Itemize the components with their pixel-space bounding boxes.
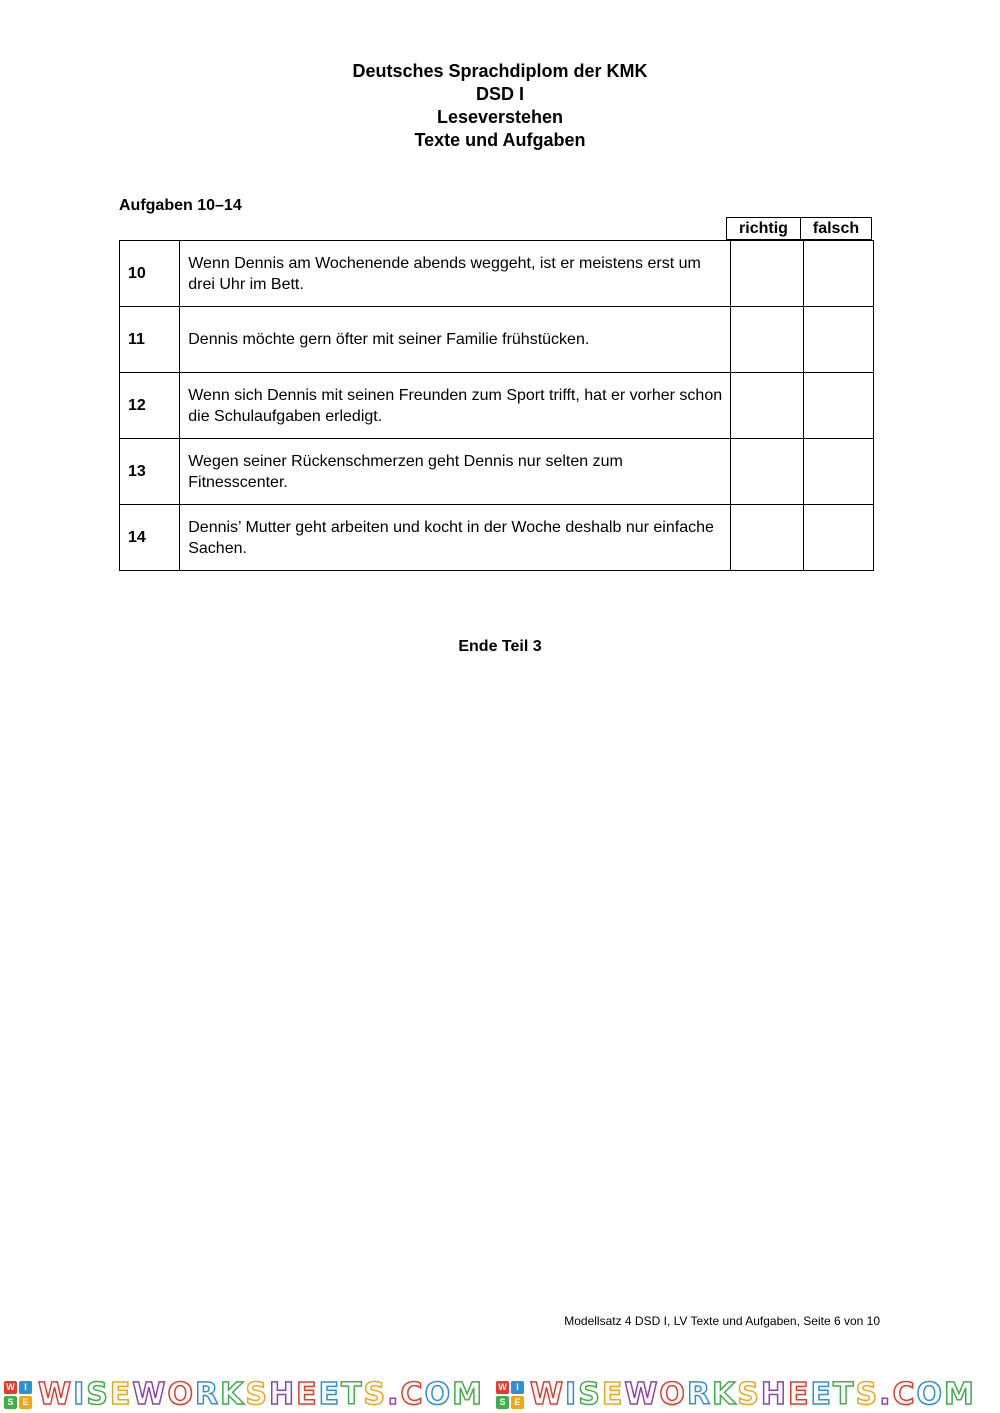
logo-tile: I <box>511 1381 524 1394</box>
logo-tile: I <box>19 1381 32 1394</box>
end-of-part-label: Ende Teil 3 <box>458 638 542 655</box>
brand-letter: I <box>73 1377 87 1412</box>
brand-letter: S <box>245 1377 269 1412</box>
brand-letter: W <box>529 1377 566 1412</box>
brand-letter: O <box>167 1377 195 1412</box>
brand-letter: T <box>833 1377 856 1412</box>
header-line-diploma: Deutsches Sprachdiplom der KMK <box>352 61 648 81</box>
brand-watermark <box>492 1377 976 1412</box>
brand-letter: S <box>363 1377 388 1412</box>
task-statement: Wenn sich Dennis mit seinen Freunden zum Sport trifft, hat er vorher schon die Schulaufgaben erledigt. <box>180 373 731 439</box>
brand-letter: C <box>892 1377 917 1412</box>
logo-tile: E <box>511 1396 524 1409</box>
brand-letter: T <box>341 1377 364 1412</box>
logo-tile: S <box>496 1396 509 1409</box>
brand-letter: E <box>601 1377 625 1412</box>
brand-letter: E <box>109 1377 133 1412</box>
brand-letter: W <box>624 1377 660 1412</box>
table-row <box>120 373 874 439</box>
task-number: 14 <box>120 505 180 571</box>
brand-letter: M <box>452 1377 484 1412</box>
task-statement: Dennis’ Mutter geht arbeiten und kocht in der Woche deshalb nur einfache Sachen. <box>180 505 731 571</box>
brand-letter: E <box>296 1377 319 1412</box>
brand-letter: K <box>220 1377 246 1412</box>
answer-column-headers <box>726 217 872 240</box>
brand-letter: E <box>318 1377 342 1412</box>
logo-tile: W <box>496 1381 509 1394</box>
header-line-subtitle: Texte und Aufgaben <box>414 130 586 150</box>
task-number: 10 <box>120 241 180 307</box>
table-row <box>120 307 874 373</box>
answer-box-falsch[interactable] <box>803 373 873 439</box>
brand-letter: S <box>855 1377 880 1412</box>
answer-box-falsch[interactable] <box>803 307 873 373</box>
brand-letter: E <box>788 1377 811 1412</box>
answer-box-richtig[interactable] <box>731 505 803 571</box>
watermark-strip <box>0 1376 1000 1413</box>
brand-letter: H <box>760 1377 789 1412</box>
column-falsch: falsch <box>801 218 872 240</box>
table-row <box>120 241 874 307</box>
brand-name <box>38 1377 484 1412</box>
task-number: 12 <box>120 373 180 439</box>
brand-letter: S <box>86 1377 110 1412</box>
brand-letter: I <box>565 1377 579 1412</box>
brand-logo-icon <box>496 1381 524 1409</box>
answer-box-richtig[interactable] <box>731 307 803 373</box>
section-title: Aufgaben 10–14 <box>119 197 242 214</box>
task-number: 11 <box>120 307 180 373</box>
answer-box-falsch[interactable] <box>803 439 873 505</box>
brand-letter: . <box>387 1377 401 1412</box>
task-table <box>119 240 874 571</box>
answer-box-richtig[interactable] <box>731 373 803 439</box>
task-statement: Wenn Dennis am Wochenende abends weggeht, ist er meistens erst um drei Uhr im Bett. <box>180 241 731 307</box>
logo-tile: E <box>19 1396 32 1409</box>
logo-tile: S <box>4 1396 17 1409</box>
brand-watermark <box>0 1377 484 1412</box>
task-number: 13 <box>120 439 180 505</box>
brand-letter: O <box>916 1377 945 1412</box>
answer-box-falsch[interactable] <box>803 241 873 307</box>
table-row <box>120 505 874 571</box>
answer-box-richtig[interactable] <box>731 439 803 505</box>
brand-letter: C <box>400 1377 425 1412</box>
brand-letter: W <box>38 1377 74 1412</box>
brand-name <box>530 1377 976 1412</box>
brand-letter: M <box>944 1377 976 1412</box>
brand-letter: S <box>737 1377 761 1412</box>
brand-logo-icon <box>4 1381 32 1409</box>
header-line-skill: Leseverstehen <box>436 107 564 127</box>
logo-tile: W <box>4 1381 17 1394</box>
table-row <box>120 439 874 505</box>
header-line-level: DSD I <box>475 84 524 104</box>
column-richtig: richtig <box>727 218 801 240</box>
brand-letter: W <box>132 1377 168 1412</box>
page-footer: Modellsatz 4 DSD I, LV Texte und Aufgaben, Seite 6 von 10 <box>564 1314 880 1328</box>
brand-letter: R <box>194 1377 221 1412</box>
brand-letter: E <box>810 1377 834 1412</box>
task-statement: Dennis möchte gern öfter mit seiner Familie frühstücken. <box>180 307 731 373</box>
brand-letter: S <box>578 1377 602 1412</box>
answer-box-richtig[interactable] <box>731 241 803 307</box>
brand-letter: H <box>268 1377 297 1412</box>
answer-box-falsch[interactable] <box>803 505 873 571</box>
document-header <box>0 60 1000 152</box>
brand-letter: R <box>686 1377 713 1412</box>
brand-letter: O <box>424 1377 453 1412</box>
brand-letter: K <box>712 1377 738 1412</box>
brand-letter: O <box>659 1377 687 1412</box>
brand-letter: . <box>879 1377 893 1412</box>
task-statement: Wegen seiner Rückenschmerzen geht Dennis nur selten zum Fitnesscenter. <box>180 439 731 505</box>
